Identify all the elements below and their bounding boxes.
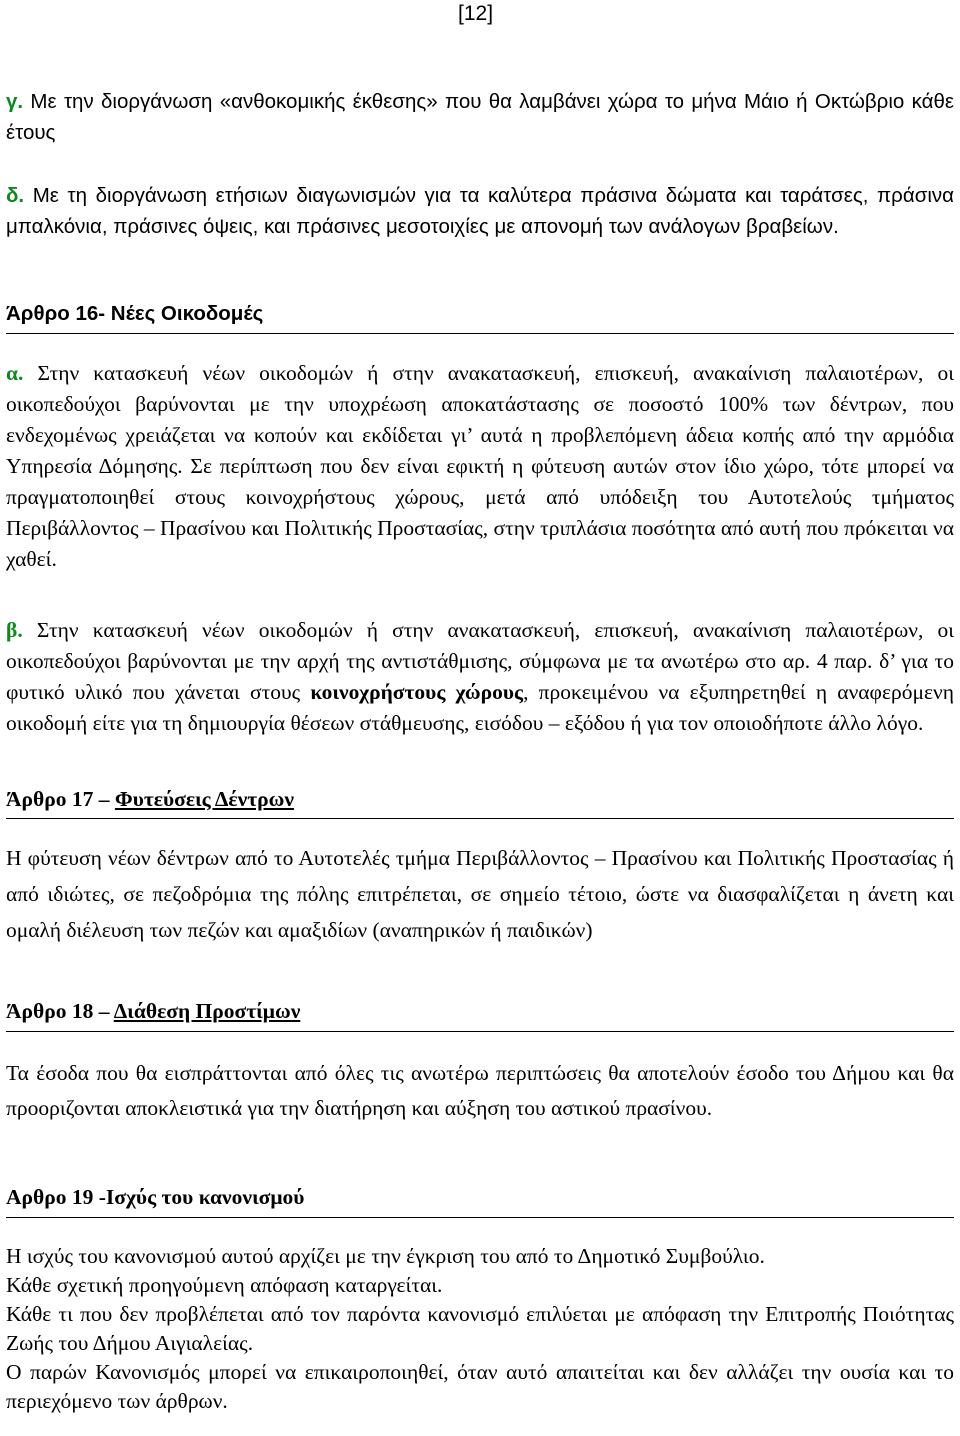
article16-heading: Άρθρο 16- Νέες Οικοδομές: [6, 302, 264, 325]
article16-rule: [6, 333, 954, 334]
para-a-text-1: Στην κατασκευή νέων οικοδομών ή στην ανακατασκευή, επισκευή, ανακαίνιση παλαιοτέρων, οι οικοπεδούχοι βαρύνονται με την υποχρέωση αποκατάστασης σε ποσοστό 100% των δέντρων, που ενδεχομένως χρειάζεται να κοπούν και εκδίδεται γι’ αυτά η προβλεπόμενη άδεια κοπής από την αρμόδια Υπηρεσία Δόμησης.: [6, 361, 954, 478]
article19-line-3: Κάθε τι που δεν προβλέπεται από τον παρόντα κανονισμό επιλύεται με απόφαση την Επιτροπής Ποιότητας Ζωής του Δήμου Αιγιαλείας.: [6, 1302, 954, 1355]
article16-para-b: [6, 615, 954, 739]
article18-heading: [6, 996, 300, 1027]
item-c-text: Με την διοργάνωση «ανθοκομικής έκθεσης» που θα λαμβάνει χώρα το μήνα Μάιο ή Οκτώβριο κάθε έτους: [6, 90, 954, 144]
article19-rule: [6, 1217, 954, 1218]
para-a-text-2: Σε περίπτωση που δεν είναι εφικτή η φύτευση αυτών στον ίδιο χώρο, τότε μπορεί να πραγματοποιηθεί στους κοινοχρήστους χώρους, μετά από υπόδειξη του Αυτοτελούς τμήματος Περιβάλλοντος – Πρασίνου και Πολιτικής Προστασίας, στην τριπλάσια ποσότητα από αυτή που πρόκειται να χαθεί.: [6, 454, 954, 571]
article19-body: [6, 1242, 954, 1416]
article17-heading-title: Φυτεύσεις Δέντρων: [114, 787, 294, 811]
article19-heading: Αρθρο 19 -Ισχύς του κανονισμού: [6, 1185, 305, 1209]
item-d: [6, 180, 954, 242]
item-c: [6, 86, 954, 148]
article17-rule: [6, 818, 954, 819]
para-b-text-2: , προκειμένου να εξυπηρετηθεί η αναφερόμενη οικοδομή είτε για τη δημιουργία θέσεων στάθμευσης, εισόδου – εξόδου ή για τον οποιοδήποτε άλλο λόγο.: [6, 680, 954, 735]
article18-rule: [6, 1031, 954, 1032]
article19-line-4: Ο παρών Κανονισμός μπορεί να επικαιροποιηθεί, όταν αυτό απαιτείται και δεν αλλάζει την ουσία και το περιεχόμενο των άρθρων.: [6, 1360, 954, 1413]
item-c-letter: γ.: [6, 90, 24, 113]
article18-text: Τα έσοδα που θα εισπράττονται από όλες τις ανωτέρω περιπτώσεις θα αποτελούν έσοδο του Δήμου και θα προοριζονται αποκλειστικά για την διατήρηση και αύξηση του αστικού πρασίνου.: [6, 1061, 954, 1120]
para-b-letter: β.: [6, 618, 23, 642]
article19-line-2: Κάθε σχετική προηγούμενη απόφαση καταργείται.: [6, 1273, 443, 1297]
article16-para-a: [6, 358, 954, 575]
item-d-text: Με τη διοργάνωση ετήσιων διαγωνισμών για τα καλύτερα πράσινα δώματα και ταράτσες, πράσινα μπαλκόνια, πράσινες όψεις, και πράσινες μεσοτοιχίες με απονομή των ανάλογων βραβείων.: [6, 184, 954, 238]
para-b-text-1: Στην κατασκευή νέων οικοδομών ή στην ανακατασκευή, επισκευή, ανακαίνιση παλαιοτέρων, οι οικοπεδούχοι βαρύνονται με την αρχή της αντιστάθμισης, σύμφωνα με τα ανωτέρω στο αρ. 4 παρ. δ’ για το φυτικό υλικό που χάνεται στους: [6, 618, 954, 704]
article17-text: Η φύτευση νέων δέντρων από το Αυτοτελές τμήμα Περιβάλλοντος – Πρασίνου και Πολιτικής Προστασίας ή από ιδιώτες, σε πεζοδρόμια της πόλης επιτρέπεται, σε σημείο τέτοιο, ώστε να διασφαλίζεται η άνετη και ομαλή διέλευση των πεζών και αμαξιδίων (αναπηρικών ή παιδικών): [6, 846, 954, 942]
article17-heading: [6, 784, 294, 815]
article17-heading-prefix: Άρθρο 17 –: [6, 787, 115, 811]
para-a-letter: α.: [6, 361, 24, 385]
page-number: [12]: [458, 2, 494, 25]
article18-heading-prefix: Άρθρο 18 –: [6, 999, 114, 1023]
article19-line-1: Η ισχύς του κανονισμού αυτού αρχίζει με την έγκριση του από το Δημοτικό Συμβούλιο.: [6, 1244, 765, 1268]
para-b-bold: κοινοχρήστους χώρους: [310, 680, 524, 704]
article18-heading-title: Διάθεση Προστίμων: [113, 999, 301, 1023]
item-d-letter: δ.: [6, 184, 25, 207]
